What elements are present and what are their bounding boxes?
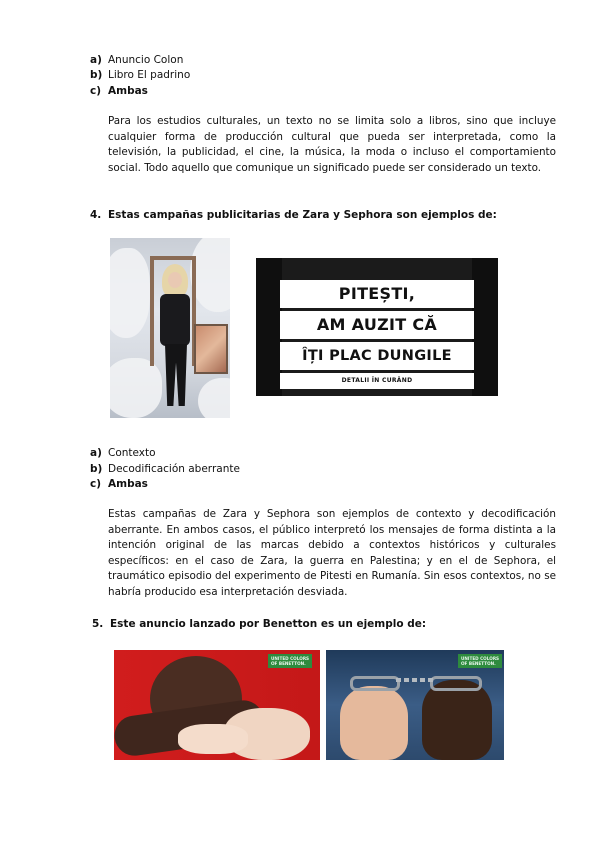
option-b: b) Libro El padrino xyxy=(90,69,191,81)
q4-explanation: Estas campañas de Zara y Sephora son ejemplos de contexto y decodificación aberrante. En ambos casos, el público interpretó los mensajes de forma distinta a la intención original de las marcas debido a contextos históricos y culturales específicos: en el caso de Zara, la guerra en Palestina; y en el de Sephora, el traumático episodio del experimento de Pitesti en Rumanía. Sin esos contextos, no se habría producido esa interpretación desviada. xyxy=(108,508,556,598)
drape-shape xyxy=(110,248,150,338)
q3-explanation: Para los estudios culturales, un texto no se limita solo a libros, sino que incluye cualquier forma de producción cultural que pueda ser interpretada, como la televisión, la publicidad, el cine, la música, la moda o incluso el comportamiento social. Todo aquello que comunique un significado puede ser considerado un texto. xyxy=(108,115,556,174)
benetton-logo-tag: UNITED COLORS OF BENETTON. xyxy=(268,654,312,668)
baby-arm xyxy=(178,724,248,754)
dark-hand xyxy=(422,680,492,760)
drape-shape xyxy=(198,378,230,418)
benetton-image-handcuffs xyxy=(326,650,504,760)
model-face xyxy=(168,272,182,288)
model-legs xyxy=(165,344,187,406)
light-hand xyxy=(340,686,408,760)
sign-line-3: ÎȚI PLAC DUNGILE xyxy=(280,342,474,370)
benetton-logo-tag: UNITED COLORS OF BENETTON. xyxy=(458,654,502,668)
zara-campaign-image xyxy=(110,238,230,418)
handcuff-left xyxy=(350,676,400,691)
sign-line-4: DETALII ÎN CURÂND xyxy=(280,373,474,389)
model-body xyxy=(160,294,190,346)
handcuff-right xyxy=(430,676,482,691)
option-a: a) Contexto xyxy=(90,447,156,459)
sephora-campaign-image xyxy=(256,258,498,396)
sign-line-2: AM AUZIT CĂ xyxy=(280,311,474,339)
option-b: b) Decodificación aberrante xyxy=(90,463,240,475)
option-c: c) Ambas xyxy=(90,478,148,490)
benetton-image-breastfeeding xyxy=(114,650,320,760)
sign-post-left xyxy=(256,258,282,396)
q4-heading: 4. Estas campañas publicitarias de Zara y Sephora son ejemplos de: xyxy=(90,209,497,221)
frame-top xyxy=(150,256,194,260)
q5-heading: 5. Este anuncio lanzado por Benetton es un ejemplo de: xyxy=(92,618,427,630)
sign-line-1: PITEȘTI, xyxy=(280,280,474,308)
option-a: a) Anuncio Colon xyxy=(90,54,184,66)
sign-post-right xyxy=(472,258,498,396)
handcuff-chain xyxy=(396,678,434,682)
option-c: c) Ambas xyxy=(90,85,148,97)
drape-shape xyxy=(190,238,230,312)
drape-shape xyxy=(110,358,162,418)
canvas-artwork xyxy=(194,324,228,374)
frame-left xyxy=(150,256,154,366)
